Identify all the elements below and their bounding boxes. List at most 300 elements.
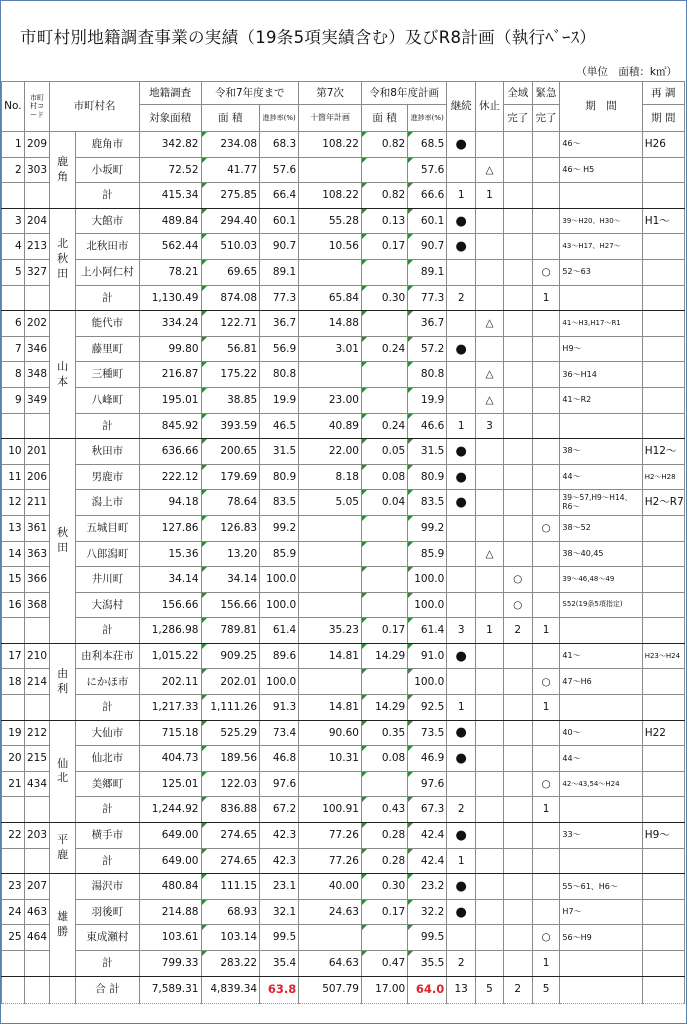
done-all <box>503 132 532 158</box>
plan7: 77.26 <box>299 848 362 874</box>
r8-rate: 42.4 <box>408 823 447 849</box>
r7-area: 510.03 <box>201 234 260 260</box>
continue: ● <box>447 208 476 234</box>
done-urgent <box>532 823 560 849</box>
r7-area: 234.08 <box>201 132 260 158</box>
r8-rate: 68.5 <box>408 132 447 158</box>
continue: ● <box>447 439 476 465</box>
target-area: 1,217.33 <box>139 695 201 721</box>
pause: △ <box>476 157 504 183</box>
resurvey-period <box>642 746 684 772</box>
target-area: 715.18 <box>139 720 201 746</box>
pause: △ <box>476 311 504 337</box>
subtotal-row <box>2 413 685 439</box>
header-done-all-1: 全域 <box>503 82 532 105</box>
table-row <box>2 490 685 516</box>
r7-rate: 100.0 <box>260 567 299 593</box>
blank-cell <box>560 797 642 823</box>
target-area: 342.82 <box>139 132 201 158</box>
row-code: 207 <box>24 874 50 900</box>
header-plan7-1: 第7次 <box>299 82 362 105</box>
pause: 1 <box>476 618 504 644</box>
done-urgent: ○ <box>532 925 560 951</box>
period: H7～ <box>560 899 642 925</box>
r8-rate: 57.2 <box>408 336 447 362</box>
blank-cell <box>2 618 25 644</box>
done-urgent <box>532 234 560 260</box>
r8-area <box>361 541 407 567</box>
continue <box>447 541 476 567</box>
table-row <box>2 208 685 234</box>
plan7 <box>299 567 362 593</box>
table-row <box>2 925 685 951</box>
row-code: 204 <box>24 208 50 234</box>
resurvey-period <box>642 515 684 541</box>
subtotal-label: 計 <box>76 695 140 721</box>
r8-rate: 19.9 <box>408 387 447 413</box>
total-done-urgent: 5 <box>532 976 560 1003</box>
done-all: ○ <box>503 592 532 618</box>
r7-rate: 77.3 <box>260 285 299 311</box>
done-all <box>503 771 532 797</box>
r7-rate: 19.9 <box>260 387 299 413</box>
period: 47～H6 <box>560 669 642 695</box>
continue <box>447 311 476 337</box>
done-urgent <box>532 746 560 772</box>
r8-area: 0.13 <box>361 208 407 234</box>
r8-rate: 73.5 <box>408 720 447 746</box>
municipality-name: にかほ市 <box>76 669 140 695</box>
pause <box>476 285 504 311</box>
period: 55～61、H6～ <box>560 874 642 900</box>
done-all <box>503 336 532 362</box>
r8-rate: 67.3 <box>408 797 447 823</box>
total-pause: 5 <box>476 976 504 1003</box>
municipality-name: 能代市 <box>76 311 140 337</box>
r8-area: 14.29 <box>361 695 407 721</box>
period: 41～ <box>560 643 642 669</box>
subtotal-row <box>2 618 685 644</box>
header-period: 期 間 <box>560 82 642 132</box>
municipality-name: 小坂町 <box>76 157 140 183</box>
municipality-name: 湯沢市 <box>76 874 140 900</box>
target-area: 562.44 <box>139 234 201 260</box>
table-row <box>2 643 685 669</box>
blank-cell <box>642 285 684 311</box>
r7-area: 122.03 <box>201 771 260 797</box>
row-no: 17 <box>2 643 25 669</box>
pause: 1 <box>476 183 504 209</box>
done-urgent <box>532 157 560 183</box>
row-code: 327 <box>24 259 50 285</box>
row-code: 212 <box>24 720 50 746</box>
blank-cell <box>2 413 25 439</box>
continue <box>447 771 476 797</box>
continue: ● <box>447 490 476 516</box>
done-all <box>503 490 532 516</box>
done-all <box>503 311 532 337</box>
r8-rate: 46.6 <box>408 413 447 439</box>
subtotal-label: 計 <box>76 618 140 644</box>
municipality-name: 三種町 <box>76 362 140 388</box>
done-urgent <box>532 208 560 234</box>
resurvey-period <box>642 259 684 285</box>
table-row <box>2 464 685 490</box>
blank-cell <box>560 951 642 977</box>
done-all <box>503 797 532 823</box>
area-label: 平鹿 <box>50 823 76 874</box>
r8-area: 0.04 <box>361 490 407 516</box>
row-no: 14 <box>2 541 25 567</box>
r8-rate: 83.5 <box>408 490 447 516</box>
continue <box>447 515 476 541</box>
r7-rate: 68.3 <box>260 132 299 158</box>
r7-rate: 32.1 <box>260 899 299 925</box>
r7-rate: 85.9 <box>260 541 299 567</box>
plan7: 14.88 <box>299 311 362 337</box>
unit-note: （単位 面積：k㎡） <box>576 66 677 78</box>
row-code: 361 <box>24 515 50 541</box>
pause <box>476 490 504 516</box>
r8-area: 0.82 <box>361 132 407 158</box>
resurvey-period <box>642 592 684 618</box>
target-area: 222.12 <box>139 464 201 490</box>
continue: 2 <box>447 797 476 823</box>
resurvey-period: H23～H24 <box>642 643 684 669</box>
r8-area <box>361 567 407 593</box>
done-urgent <box>532 592 560 618</box>
blank-cell <box>50 976 76 1003</box>
plan7: 64.63 <box>299 951 362 977</box>
done-all <box>503 183 532 209</box>
pause <box>476 592 504 618</box>
done-all <box>503 157 532 183</box>
done-all: 2 <box>503 618 532 644</box>
blank-cell <box>642 797 684 823</box>
subtotal-label: 計 <box>76 183 140 209</box>
blank-cell <box>560 413 642 439</box>
row-code: 203 <box>24 823 50 849</box>
period: 38～ <box>560 439 642 465</box>
municipality-name: 北秋田市 <box>76 234 140 260</box>
row-code: 368 <box>24 592 50 618</box>
row-code: 211 <box>24 490 50 516</box>
done-urgent <box>532 464 560 490</box>
row-no: 11 <box>2 464 25 490</box>
resurvey-period: H12～ <box>642 439 684 465</box>
done-urgent: 1 <box>532 695 560 721</box>
plan7: 14.81 <box>299 643 362 669</box>
resurvey-period: H22 <box>642 720 684 746</box>
row-no: 22 <box>2 823 25 849</box>
header-no: No. <box>2 82 25 132</box>
r7-rate: 91.3 <box>260 695 299 721</box>
pause <box>476 848 504 874</box>
row-code: 434 <box>24 771 50 797</box>
r7-area: 200.65 <box>201 439 260 465</box>
area-label: 由利 <box>50 643 76 720</box>
done-urgent <box>532 336 560 362</box>
plan7: 8.18 <box>299 464 362 490</box>
municipality-name: 八郎潟町 <box>76 541 140 567</box>
subtotal-row <box>2 695 685 721</box>
r7-area: 156.66 <box>201 592 260 618</box>
plan7: 77.26 <box>299 823 362 849</box>
r8-area: 0.30 <box>361 285 407 311</box>
r7-rate: 89.6 <box>260 643 299 669</box>
table-row <box>2 592 685 618</box>
target-area: 125.01 <box>139 771 201 797</box>
target-area: 1,286.98 <box>139 618 201 644</box>
r7-area: 69.65 <box>201 259 260 285</box>
resurvey-period <box>642 157 684 183</box>
r7-rate: 66.4 <box>260 183 299 209</box>
pause <box>476 234 504 260</box>
plan7: 5.05 <box>299 490 362 516</box>
r8-area <box>361 515 407 541</box>
table-row <box>2 541 685 567</box>
period: H9～ <box>560 336 642 362</box>
period: 39～57,H9～H14、R6～ <box>560 490 642 516</box>
done-urgent <box>532 490 560 516</box>
row-code: 349 <box>24 387 50 413</box>
continue <box>447 387 476 413</box>
done-urgent <box>532 387 560 413</box>
period: 38～52 <box>560 515 642 541</box>
area-label: 秋田 <box>50 439 76 644</box>
blank-cell <box>24 951 50 977</box>
pause <box>476 720 504 746</box>
plan7 <box>299 925 362 951</box>
r7-rate: 67.2 <box>260 797 299 823</box>
done-urgent: ○ <box>532 771 560 797</box>
pause <box>476 259 504 285</box>
plan7: 22.00 <box>299 439 362 465</box>
done-urgent <box>532 899 560 925</box>
r8-rate: 46.9 <box>408 746 447 772</box>
blank-cell <box>2 695 25 721</box>
plan7: 10.31 <box>299 746 362 772</box>
resurvey-period: H2～H28 <box>642 464 684 490</box>
target-area: 1,015.22 <box>139 643 201 669</box>
municipality-name: 横手市 <box>76 823 140 849</box>
r7-area: 393.59 <box>201 413 260 439</box>
table-row <box>2 720 685 746</box>
r8-rate: 23.2 <box>408 874 447 900</box>
grand-total-row <box>2 976 685 1003</box>
blank-cell <box>2 976 25 1003</box>
r7-area: 111.15 <box>201 874 260 900</box>
plan7: 10.56 <box>299 234 362 260</box>
page-title: 市町村別地籍調査事業の実績（19条5項実績含む）及びR8計画（執行ﾍﾞｰｽ） <box>20 28 597 47</box>
pause <box>476 464 504 490</box>
continue: 1 <box>447 413 476 439</box>
r8-area: 0.35 <box>361 720 407 746</box>
plan7 <box>299 157 362 183</box>
period: 41～R2 <box>560 387 642 413</box>
period: 52～63 <box>560 259 642 285</box>
period: 39～H20、H30～ <box>560 208 642 234</box>
done-urgent <box>532 439 560 465</box>
total-r8-rate: 64.0 <box>408 976 447 1003</box>
r7-rate: 56.9 <box>260 336 299 362</box>
done-all <box>503 285 532 311</box>
blank-cell <box>2 183 25 209</box>
plan7: 24.63 <box>299 899 362 925</box>
pause <box>476 439 504 465</box>
done-urgent <box>532 848 560 874</box>
blank-cell <box>24 848 50 874</box>
pause <box>476 874 504 900</box>
continue: ● <box>447 823 476 849</box>
municipality-name: 八峰町 <box>76 387 140 413</box>
blank-cell <box>560 183 642 209</box>
r7-rate: 46.8 <box>260 746 299 772</box>
r8-area: 0.08 <box>361 746 407 772</box>
r7-area: 283.22 <box>201 951 260 977</box>
pause <box>476 899 504 925</box>
target-area: 480.84 <box>139 874 201 900</box>
plan7: 65.84 <box>299 285 362 311</box>
r7-rate: 35.4 <box>260 951 299 977</box>
target-area: 202.11 <box>139 669 201 695</box>
subtotal-label: 計 <box>76 848 140 874</box>
resurvey-period <box>642 387 684 413</box>
area-label: 山本 <box>50 311 76 439</box>
done-all <box>503 899 532 925</box>
r7-rate: 99.5 <box>260 925 299 951</box>
row-code: 201 <box>24 439 50 465</box>
pause <box>476 336 504 362</box>
r7-area: 1,111.26 <box>201 695 260 721</box>
row-no: 15 <box>2 567 25 593</box>
r8-rate: 60.1 <box>408 208 447 234</box>
continue: 2 <box>447 951 476 977</box>
continue <box>447 362 476 388</box>
r7-area: 103.14 <box>201 925 260 951</box>
continue: 1 <box>447 183 476 209</box>
done-all <box>503 259 532 285</box>
row-code: 463 <box>24 899 50 925</box>
table-row <box>2 157 685 183</box>
target-area: 94.18 <box>139 490 201 516</box>
header-resurvey-1: 再 調 <box>642 82 684 105</box>
r7-rate: 42.3 <box>260 823 299 849</box>
row-no: 21 <box>2 771 25 797</box>
subtotal-row <box>2 951 685 977</box>
target-area: 649.00 <box>139 848 201 874</box>
r8-rate: 66.6 <box>408 183 447 209</box>
r8-rate: 91.0 <box>408 643 447 669</box>
plan7: 100.91 <box>299 797 362 823</box>
row-no: 16 <box>2 592 25 618</box>
municipality-name: 井川町 <box>76 567 140 593</box>
header-done-all-2: 完了 <box>503 105 532 132</box>
blank-cell <box>560 695 642 721</box>
plan7 <box>299 669 362 695</box>
r8-rate: 57.6 <box>408 157 447 183</box>
municipality-name: 大館市 <box>76 208 140 234</box>
r7-rate: 61.4 <box>260 618 299 644</box>
continue: ● <box>447 234 476 260</box>
municipality-name: 上小阿仁村 <box>76 259 140 285</box>
pause <box>476 797 504 823</box>
continue: ● <box>447 874 476 900</box>
blank-cell <box>642 695 684 721</box>
header-name: 市町村名 <box>50 82 139 132</box>
r7-area: 78.64 <box>201 490 260 516</box>
r8-area <box>361 362 407 388</box>
r8-area <box>361 157 407 183</box>
resurvey-period <box>642 874 684 900</box>
row-code: 346 <box>24 336 50 362</box>
row-no: 7 <box>2 336 25 362</box>
done-all <box>503 874 532 900</box>
period: 46～ H5 <box>560 157 642 183</box>
header-plan7-2: 十箇年計画 <box>299 105 362 132</box>
continue: ● <box>447 336 476 362</box>
resurvey-period <box>642 669 684 695</box>
target-area: 649.00 <box>139 823 201 849</box>
target-area: 78.21 <box>139 259 201 285</box>
r8-rate: 99.5 <box>408 925 447 951</box>
done-urgent <box>532 874 560 900</box>
r8-area <box>361 387 407 413</box>
resurvey-period <box>642 234 684 260</box>
resurvey-period: H26 <box>642 132 684 158</box>
r7-area: 56.81 <box>201 336 260 362</box>
table-row <box>2 874 685 900</box>
subtotal-row <box>2 797 685 823</box>
blank-cell <box>24 797 50 823</box>
header-r7-rate: 進捗率(%) <box>260 105 299 132</box>
municipality-name: 由利本荘市 <box>76 643 140 669</box>
r7-rate: 60.1 <box>260 208 299 234</box>
row-no: 8 <box>2 362 25 388</box>
r8-rate: 32.2 <box>408 899 447 925</box>
r7-area: 189.56 <box>201 746 260 772</box>
r7-area: 68.93 <box>201 899 260 925</box>
r8-area: 0.08 <box>361 464 407 490</box>
r7-area: 122.71 <box>201 311 260 337</box>
r8-area: 0.82 <box>361 183 407 209</box>
r8-area: 0.05 <box>361 439 407 465</box>
done-urgent: ○ <box>532 669 560 695</box>
target-area: 404.73 <box>139 746 201 772</box>
done-all <box>503 541 532 567</box>
header-done-urgent-1: 緊急 <box>532 82 560 105</box>
row-code: 206 <box>24 464 50 490</box>
continue <box>447 925 476 951</box>
continue: ● <box>447 464 476 490</box>
row-no: 1 <box>2 132 25 158</box>
plan7: 108.22 <box>299 132 362 158</box>
r8-rate: 42.4 <box>408 848 447 874</box>
r8-rate: 36.7 <box>408 311 447 337</box>
r8-rate: 92.5 <box>408 695 447 721</box>
municipality-name: 東成瀬村 <box>76 925 140 951</box>
r7-rate: 36.7 <box>260 311 299 337</box>
r7-rate: 100.0 <box>260 669 299 695</box>
done-urgent <box>532 567 560 593</box>
pause: △ <box>476 387 504 413</box>
subtotal-label: 計 <box>76 413 140 439</box>
done-all: ○ <box>503 567 532 593</box>
blank-cell <box>2 797 25 823</box>
period: 36～H14 <box>560 362 642 388</box>
header-r8: 令和8年度計画 <box>361 82 446 105</box>
done-urgent: ○ <box>532 515 560 541</box>
